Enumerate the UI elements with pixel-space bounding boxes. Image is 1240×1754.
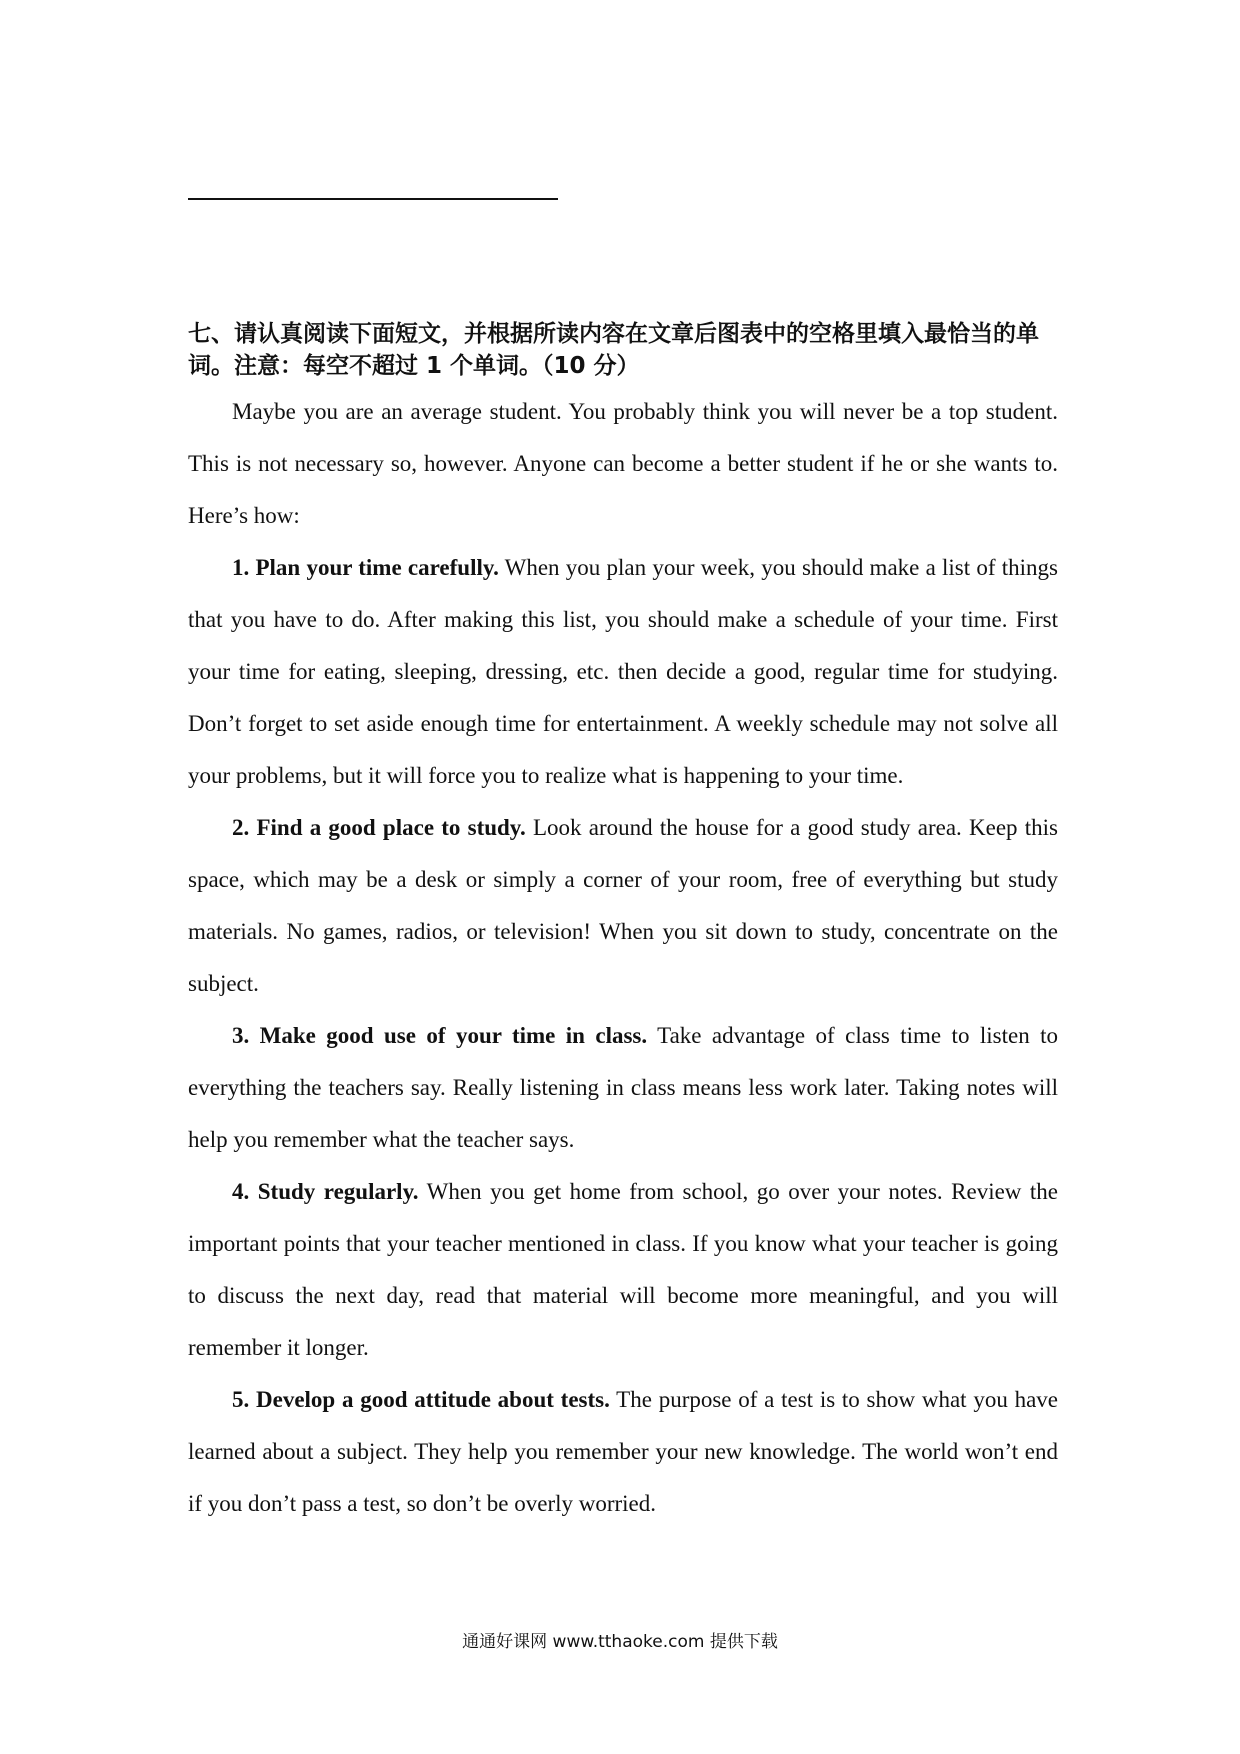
- page-footer: 通通好课网 www.tthaoke.com 提供下载: [462, 1632, 778, 1652]
- tip-text: When you plan your week, you should make a list of things that you have to do. After making this list, you should make a schedule of your time. First your time for eating, sleeping, dressing, etc. then decide a good, regular time for studying. Don’t forget to set aside enough time for entertainment. A weekly schedule may not solve all your problems, but it will force you to realize what is happening to your time.: [188, 555, 1058, 788]
- tip-paragraph: [188, 1166, 1058, 1374]
- tip-title: 5. Develop a good attitude about tests.: [232, 1387, 610, 1412]
- tip-text: Take advantage of class time to listen to everything the teachers say. Really listening in class means less work later. Taking notes will help you remember what the teacher says.: [188, 1023, 1059, 1152]
- tip-text: The purpose of a test is to show what you have learned about a subject. They help you remember your new knowledge. The world won’t end if you don’t pass a test, so don’t be overly worried.: [188, 1387, 1058, 1516]
- tip-title: 2. Find a good place to study.: [232, 815, 526, 840]
- tip-text: Look around the house for a good study area. Keep this space, which may be a desk or simply a corner of your room, free of everything but study materials. No games, radios, or television! When you sit down to study, concentrate on the subject.: [188, 815, 1058, 996]
- reading-passage: [188, 386, 1058, 1530]
- tip-title: 4. Study regularly.: [232, 1179, 419, 1204]
- tip-paragraph: [188, 1374, 1058, 1530]
- answer-blank-line: [188, 198, 558, 200]
- tip-paragraph: [188, 1010, 1058, 1166]
- section-heading: 七、请认真阅读下面短文，并根据所读内容在文章后图表中的空格里填入最恰当的单词。注意：每空不超过 1 个单词。（10 分）: [188, 321, 1039, 379]
- tip-paragraph: [188, 542, 1058, 802]
- tip-text: When you get home from school, go over your notes. Review the important points that your teacher mentioned in class. If you know what your teacher is going to discuss the next day, read that material will become more meaningful, and you will remember it longer.: [188, 1179, 1059, 1360]
- passage-intro: Maybe you are an average student. You probably think you will never be a top student. This is not necessary so, however. Anyone can become a better student if he or she wants to. Here’s how:: [188, 399, 1058, 528]
- tip-paragraph: [188, 802, 1058, 1010]
- tip-title: 3. Make good use of your time in class.: [232, 1023, 648, 1048]
- tip-title: 1. Plan your time carefully.: [232, 555, 499, 580]
